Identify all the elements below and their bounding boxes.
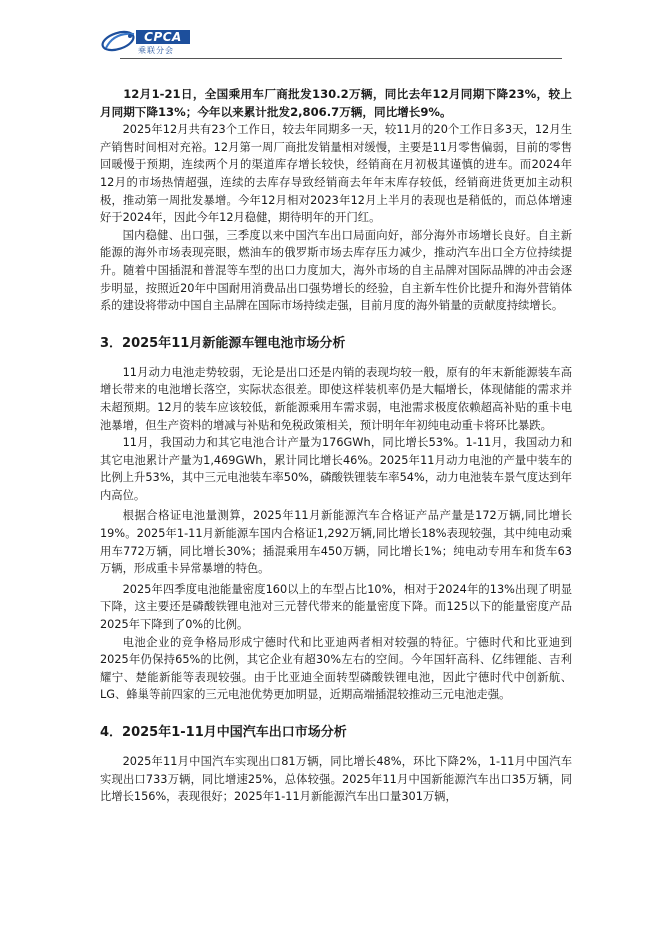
- section-3-paragraph: 11月，我国动力和其它电池合计产量为176GWh，同比增长53%。1-11月，我国动力和其它电池累计产量为1,469GWh，累计同比增长46%。2025年11月动力电池的产量中装车的比例上升53%，其中三元电池装车率50%，磷酸铁锂装车率54%，动力电池装车景气度达到年内高位。: [100, 436, 572, 502]
- intro-paragraph-2: 国内稳健、出口强，三季度以来中国汽车出口局面向好，部分海外市场增长良好。自主新能源的海外市场表现亮眼，燃油车的俄罗斯市场去库存压力减少，推动汽车出口全方位持续提升。随着中国插混和普混等车型的出口力度加大，海外市场的自主品牌对国际品牌的冲击会逐步明显，按照近20年中国耐用消费品出口强势增长的经验，自主新车性价比提升和海外营销体系的建设将带动中国自主品牌在国际市场持续走强，目前月度的海外销量的贡献度持续增长。: [100, 228, 572, 313]
- section-3-paragraph: 根据合格证电池量测算，2025年11月新能源汽车合格证产品产量是172万辆,同比增长19%。2025年1-11月新能源车国内合格证1,292万辆,同比增长18%表现较强，其中纯电动乘用车772万辆，同比增长30%；插混乘用车450万辆，同比增长1%；纯电动专用车和货车63万辆，形成重卡异常暴增的特色。: [100, 509, 572, 576]
- section-4-heading: 4．2025年1-11月中国汽车出口市场分析: [100, 725, 347, 740]
- page-header: [100, 24, 562, 60]
- section-3-paragraph: 电池企业的竞争格局形成宁德时代和比亚迪两者相对较强的特征。宁德时代和比亚迪到2025年仍保持65%的比例，其它企业有超30%左右的空间。今年国轩高科、亿纬锂能、吉利耀宁、楚能新能等表现较强。由于比亚迪全面转型磷酸铁锂电池，因此宁德时代中创新航、LG、蜂巢等前四家的三元电池优势更加明显，近期高端插混较推动三元电池走强。: [100, 635, 572, 702]
- section-3-paragraph: 11月动力电池走势较弱，无论是出口还是内销的表现均较一般，原有的年末新能源装车高增长带来的电池增长落空，实际状态很差。即使这样装机率仍是大幅增长，体现储能的需求并未超预期。12月的装车应该较低，新能源乘用车需求弱，电池需求极度依赖超高补贴的重卡电池暴增，但生产资料的增减与补贴和免税政策相关，预计明年年初纯电动重卡将环比暴跌。: [100, 365, 572, 432]
- logo-wordmark: CPCA: [136, 30, 190, 44]
- cpca-logo-emblem-icon: [100, 28, 140, 54]
- section-3-heading: 3．2025年11月新能源车锂电池市场分析: [100, 335, 346, 351]
- document-body: [100, 86, 572, 806]
- logo-subtitle: 乘联分会: [138, 46, 174, 55]
- section-4-paragraph: 2025年11月中国汽车实现出口81万辆，同比增长48%，环比下降2%，1-11月中国汽车实现出口733万辆，同比增速25%，总体较强。2025年11月中国新能源汽车出口35万辆，同比增长156%，表现很好；2025年1-11月新能源汽车出口量301万辆，: [100, 755, 572, 804]
- lead-summary: 12月1-21日，全国乘用车厂商批发130.2万辆，同比去年12月同期下降23%，较上月同期下降13%；今年以来累计批发2,806.7万辆，同比增长9%。: [100, 87, 572, 119]
- section-3-paragraph: 2025年四季度电池能量密度160以上的车型占比10%，相对于2024年的13%出现了明显下降，这主要还是磷酸铁锂电池对三元替代带来的能量密度下降。而125以下的能量密度产品2025年下降到了0%的比例。: [100, 582, 572, 632]
- intro-paragraph-1: 2025年12月共有23个工作日，较去年同期多一天，较11月的20个工作日多3天，12月生产销售时间相对充裕。12月第一周厂商批发销量相对缓慢，主要是11月零售偏弱，目前的零售回暖慢于预期，连续两个月的渠道库存增长较快，经销商在月初极其谨慎的进车。而2024年12月的市场热情超强，连续的去库存导致经销商去年年末库存较低，经销商进货更加主动积极，推动第一周批发暴增。今年12月相对2023年12月上半月的表现也是稍低的，而总体增速好于2024年，因此今年12月稳健，期待明年的开门红。: [100, 123, 572, 225]
- header-divider: [120, 58, 562, 59]
